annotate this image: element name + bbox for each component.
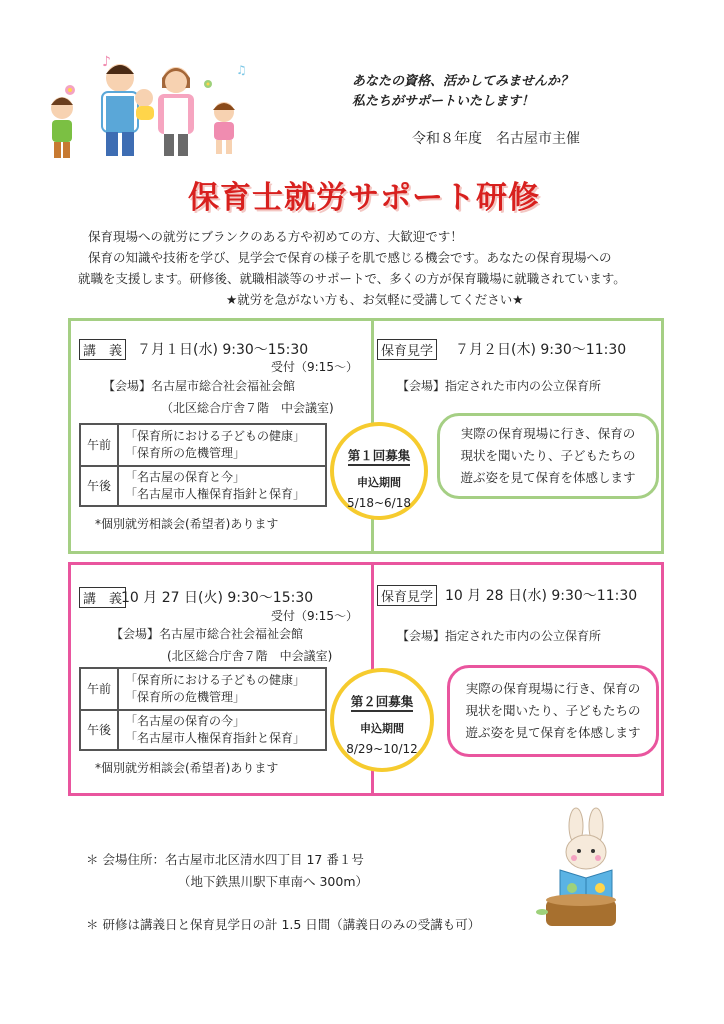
session1-lecture-label: 講 義 [79,339,126,360]
session2-lecture-label: 講 義 [79,587,126,608]
visit-desc-line: 遊ぶ姿を見て保育を体感します [460,470,636,485]
svg-text:♫: ♫ [236,63,247,77]
session1-schedule-table [79,423,327,507]
family-illustration [40,50,245,165]
visit-desc-line: 実際の保育現場に行き、保育の [460,426,636,441]
session2-reception: 受付（9:15～） [271,609,358,623]
session1-am-label: 午前 [81,425,119,465]
session1-consult-note: *個別就労相談会(希望者)あります [95,517,279,531]
session1-visit-description [437,413,659,499]
child-boy-figure [51,97,73,158]
rabbit-icon [566,808,606,869]
session2-consult-note: *個別就労相談会(希望者)あります [95,761,279,775]
session2-schedule-table [79,667,327,751]
visit-desc-line: 現状を聞いたり、子どもたちの [465,703,641,718]
session1-am-items [119,425,325,465]
session1-venue: 【会場】名古屋市総合社会福祉会館 [103,379,296,393]
note-duration: ＊ 研修は講義日と保育見学日の計 1.5 日間（講義日のみの受講も可） [86,917,481,932]
session1-lecture-date: ７月１日(水) 9:30～15:30 [137,342,309,358]
visit-desc-line: 遊ぶ姿を見て保育を体感します [465,725,641,740]
intro-line4: ★就労を急がない方も、お気軽に受講してください★ [226,292,524,307]
session2-apply-label: 申込期間 [360,722,404,735]
session2-am-row [81,669,325,711]
session1-venue-detail: （北区総合庁舎７階 中会議室) [161,401,334,415]
session1-reception: 受付（9:15～） [271,360,358,374]
sponsor-text: 令和８年度 名古屋市主催 [412,131,580,147]
session1-visit-venue: 【会場】指定された市内の公立保育所 [397,379,602,393]
session2-visit-label: 保育見学 [377,585,437,606]
svg-text:♪: ♪ [102,54,111,70]
baby-figure [135,89,154,120]
session1-am-row [81,425,325,467]
session2-am-item: 「保育所における子どもの健康」 [125,673,306,687]
intro-line2: 保育の知識や技術を学び、見学会で保育の様子を肌で感じる機会です。あなたの保育現場への [88,250,612,265]
rabbit-reading-illustration [540,808,630,928]
session2-pm-label: 午後 [81,711,119,749]
visit-desc-line: 現状を聞いたり、子どもたちの [460,448,636,463]
session2-pm-item: 「名古屋市人権保育指針と保育」 [125,731,306,745]
session1-application-circle [330,422,428,520]
tagline-line2: 私たちがサポートいたします！ [352,94,535,109]
session2-application-circle [330,668,434,772]
note-address: ＊ 会場住所：名古屋市北区清水四丁目 17 番１号 [86,852,364,867]
session1-pm-item: 「名古屋の保育と今」 [125,470,246,484]
session2-pm-items [119,711,325,749]
session1-round-title: 第１回募集 [348,446,411,466]
session2-venue: 【会場】名古屋市総合社会福祉会館 [111,627,304,641]
note-access: （地下鉄黒川駅下車南へ 300m） [178,874,369,889]
session2-apply-period: 8/29~10/12 [346,742,418,756]
session2-am-label: 午前 [81,669,119,709]
session1-am-item: 「保育所における子どもの健康」 [125,429,306,443]
session2-venue-detail: (北区総合庁舎７階 中会議室) [167,649,333,663]
session2-am-items [119,669,325,709]
intro-line3: 就職を支援します。研修後、就職相談等のサポートで、多くの方が保育職場に就職されています。 [78,271,626,286]
session1-visit-label: 保育見学 [377,339,437,360]
page-title: 保育士就労サポート研修 [188,180,540,216]
intro-line1: 保育現場への就労にブランクのある方や初めての方、大歓迎です！ [88,229,463,244]
session1-visit-date: ７月２日(木) 9:30～11:30 [455,342,627,358]
tree-stump-icon [536,894,616,926]
session2-visit-date: 10 月 28 日(水) 9:30～11:30 [445,588,638,604]
tagline-line1: あなたの資格、活かしてみませんか？ [352,74,574,89]
session1-pm-row [81,467,325,505]
session1-apply-label: 申込期間 [357,476,401,489]
session2-am-item: 「保育所の危機管理」 [125,690,246,704]
session2-round-title: 第２回募集 [351,692,414,712]
child-girl-figure [213,102,235,154]
father-figure [102,64,138,156]
session1-pm-item: 「名古屋市人権保育指針と保育」 [125,487,306,501]
session2-visit-venue: 【会場】指定された市内の公立保育所 [397,629,602,643]
session2-visit-description [447,665,659,757]
session2-lecture-date: 10 月 27 日(火) 9:30～15:30 [121,590,314,606]
session2-pm-row [81,711,325,749]
session2-pm-item: 「名古屋の保育の今」 [125,714,246,728]
mother-figure [158,67,194,156]
session1-am-item: 「保育所の危機管理」 [125,446,246,460]
session1-pm-label: 午後 [81,467,119,505]
session1-pm-items [119,467,325,505]
visit-desc-line: 実際の保育現場に行き、保育の [465,681,641,696]
tagline [352,72,573,112]
session1-apply-period: 5/18~6/18 [347,496,411,510]
